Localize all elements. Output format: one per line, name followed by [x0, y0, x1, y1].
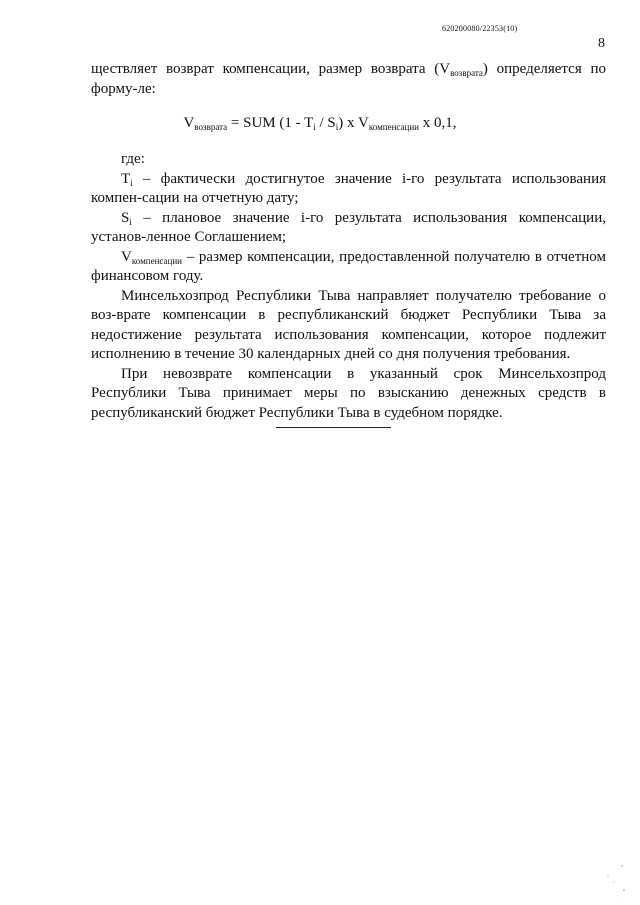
v-symbol: V: [121, 248, 132, 265]
definition-s: [91, 209, 606, 248]
definition-t: [91, 170, 606, 209]
intro-text-start: ществляет возврат компенсации, размер возврата (V: [91, 61, 451, 77]
formula-s-subscript: i: [335, 122, 339, 132]
formula-close-v: ) x V: [338, 115, 369, 131]
definition-v: [91, 248, 606, 287]
formula-tail: x 0,1,: [418, 115, 457, 131]
formula-v: V: [183, 115, 195, 131]
formula-sum: = SUM (1 - T: [227, 115, 314, 131]
s-subscript: i: [129, 216, 132, 227]
formula-t-subscript: i: [313, 122, 316, 132]
page-number: 8: [598, 36, 605, 51]
s-symbol: S: [121, 209, 130, 226]
v-description: – размер компенсации, предоставленной получателю в отчетном финансовом году.: [91, 248, 606, 284]
v-subscript: компенсации: [131, 255, 182, 266]
s-description: – плановое значение i-го результата использования компенсации, установ-ленное Соглашением;: [91, 209, 606, 245]
formula-v-subscript: возврата: [194, 122, 228, 132]
formula-slash-s: / S: [315, 115, 336, 131]
end-rule: [276, 427, 391, 428]
t-subscript: i: [130, 177, 133, 188]
formula-comp-subscript: компенсации: [368, 122, 419, 132]
definitions-block: [91, 150, 606, 423]
paragraph-court: При невозврате компенсации в указанный срок Минсельхозпрод Республики Тыва принимает меры по взысканию денежных средств в республиканский бюджет Республики Тыва в судебном порядке.: [91, 365, 606, 421]
document-id: 620200080/22353(10): [442, 24, 518, 33]
t-description: – фактически достигнутое значение i-го результата использования компен-сации на отчетную дату;: [91, 170, 606, 206]
where-label: где:: [121, 151, 145, 167]
paragraph-demand: Минсельхозпрод Республики Тыва направляет получателю требование о воз-врате компенсации в республиканский бюджет Республики Тыва за недостижение результата использования компенсации, которое подлежит исполнению в течение 30 календарных дней со дня получения требования.: [91, 287, 606, 362]
scan-specks-decoration: [600, 860, 630, 900]
intro-text-end: ) определяется по форму-ле:: [91, 61, 606, 97]
t-symbol: T: [121, 170, 131, 187]
intro-subscript: возврата: [450, 68, 483, 78]
return-formula: [0, 113, 640, 133]
paragraph-intro: [91, 60, 606, 99]
